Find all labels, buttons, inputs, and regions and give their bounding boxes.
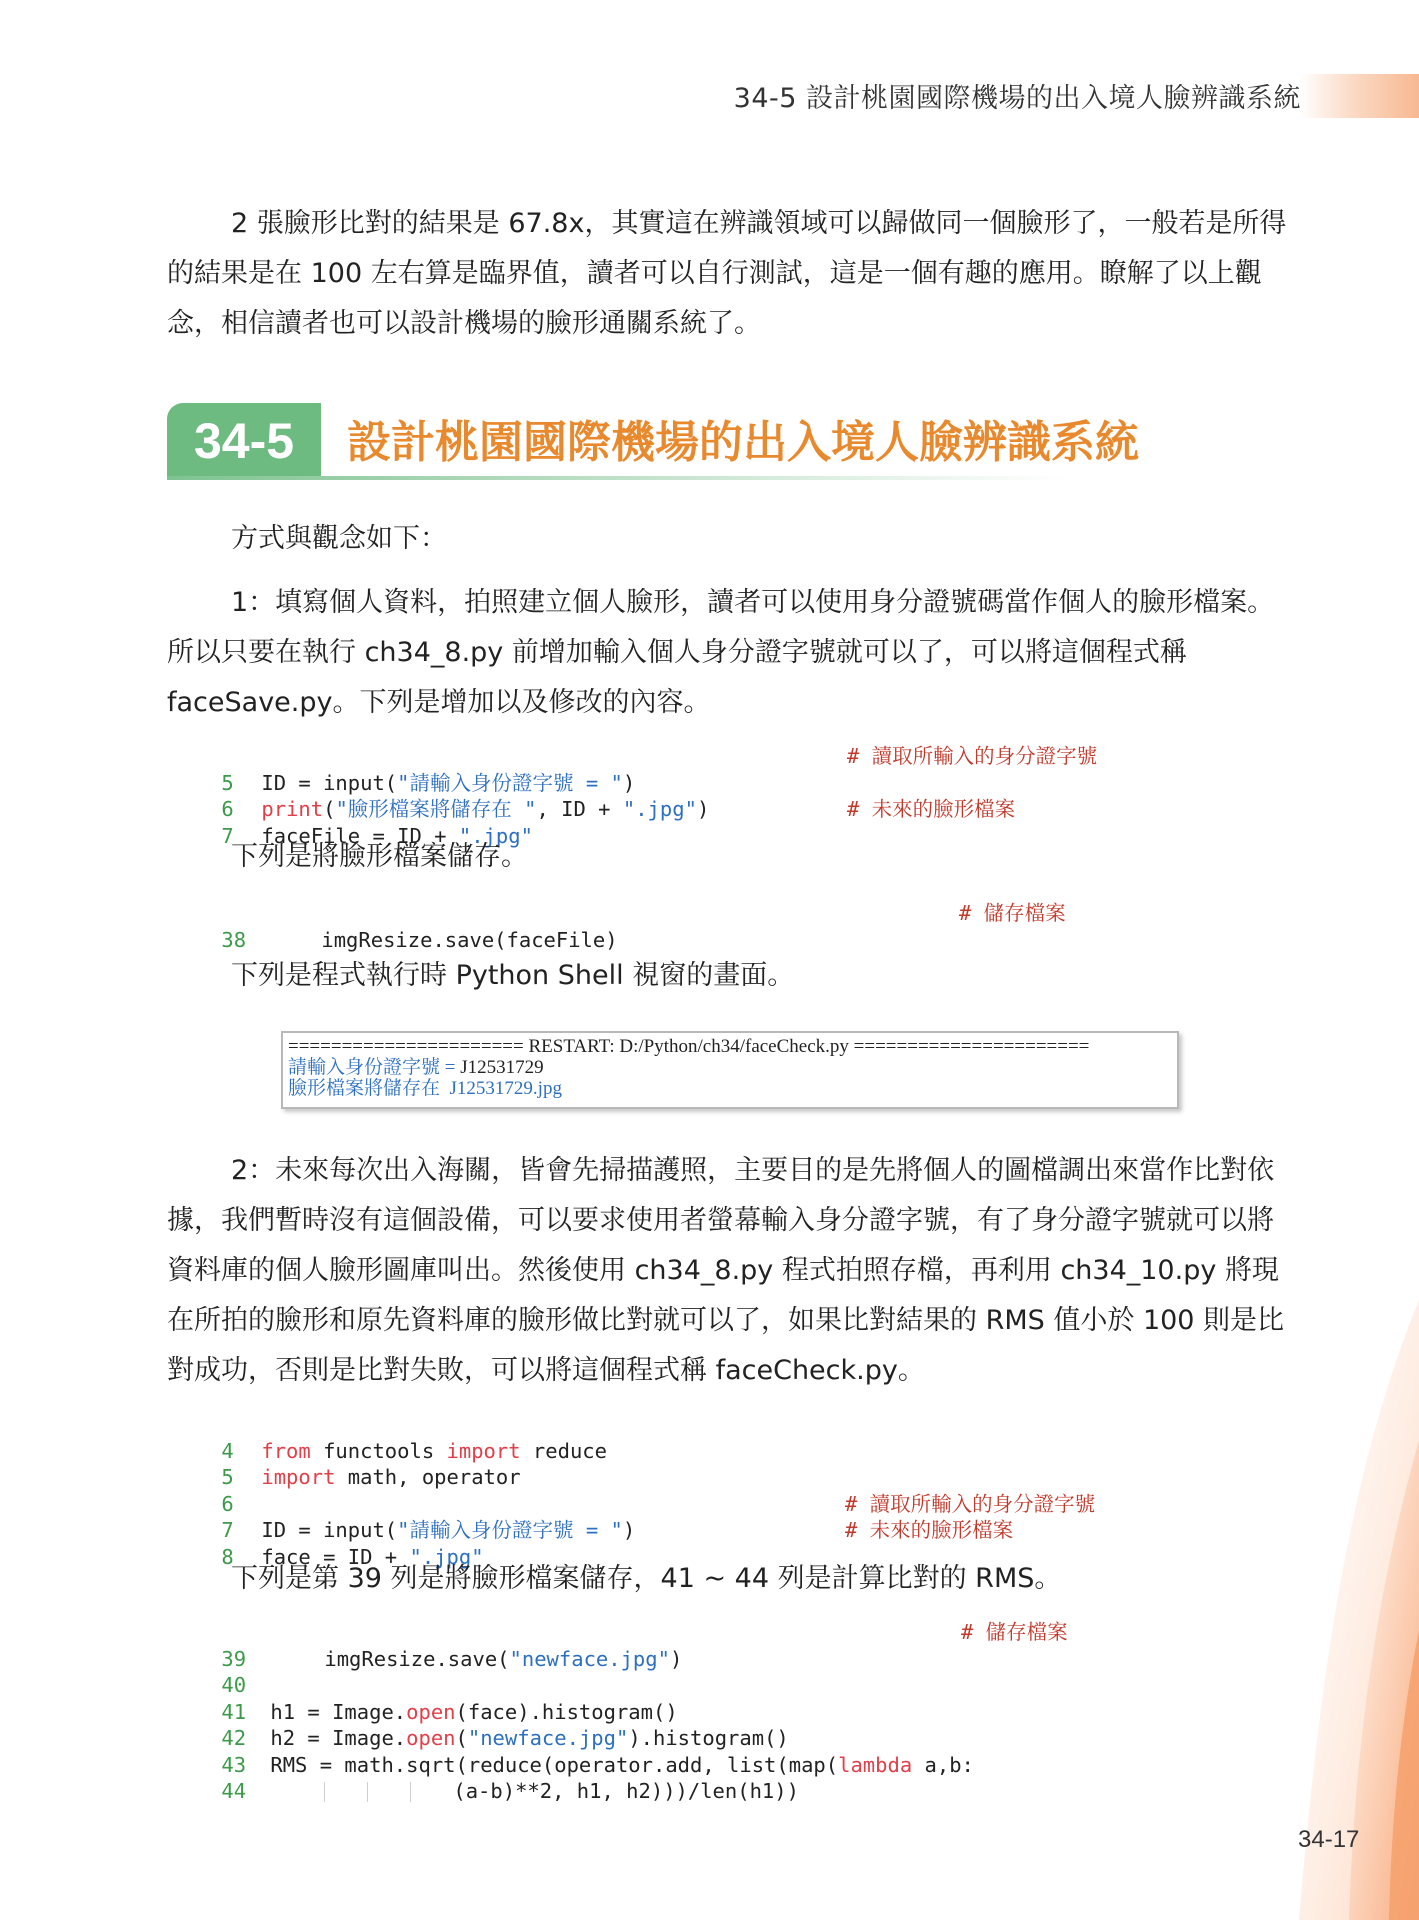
step2-text: 2：未來每次出入海關，皆會先掃描護照，主要目的是先將個人的圖檔調出來當作比對依據，我們暫時沒有這個設備，可以要求使用者螢幕輸入身分證字號，有了身分證字號就可以將資料庫的個人臉形圖庫叫出。然後使用 ch34_8.py 程式拍照存檔，再利用 ch34_10.py 將現在所拍的臉形和原先資料庫的臉形做比對就可以了，如果比對結果的 RMS 值小於 100 則是比對成功，否則是比對失敗，可以將這個程式稱 faceCheck.py。 — [167, 1155, 1285, 1386]
header-decoration — [1300, 74, 1419, 118]
code-comment: # 儲存檔案 — [959, 901, 1066, 925]
shell-intro-text: 下列是程式執行時 Python Shell 視窗的畫面。 — [231, 960, 795, 991]
code-text: print("臉形檔案將儲存在 ", ID + ".jpg") — [261, 797, 710, 821]
code-comment: # 儲存檔案 — [961, 1620, 1068, 1644]
rms-intro — [167, 1554, 1297, 1604]
code-text: ID = input("請輸入身份證字號 = ") — [261, 1518, 636, 1542]
method-intro — [167, 514, 1297, 564]
code-line — [172, 1725, 1292, 1777]
line-number: 41 — [221, 1699, 247, 1724]
code-line — [172, 1646, 1292, 1697]
code-comment: # 讀取所輸入的身分證字號 — [845, 1491, 1096, 1516]
code-block-4 — [172, 1619, 1292, 1803]
shell-output-label: 臉形檔案將儲存在 — [288, 1078, 445, 1099]
line-number: 39 — [221, 1646, 247, 1671]
indent-guide — [324, 1782, 325, 1802]
code-comment: # 讀取所輸入的身分證字號 — [847, 744, 1098, 768]
indent-guide — [410, 1782, 411, 1802]
line-number: 5 — [221, 1465, 234, 1489]
line-number: 38 — [221, 927, 247, 952]
method-intro-text: 方式與觀念如下： — [231, 523, 447, 554]
code-comment: # 未來的臉形檔案 — [847, 797, 1016, 821]
step1-text: 1：填寫個人資料，拍照建立個人臉形，讀者可以使用身分證號碼當作個人的臉形檔案。所以只要在執行 ch34_8.py 前增加輸入個人身分證字號就可以了，可以將這個程式稱 faceSave.py。下列是增加以及修改的內容。 — [167, 587, 1275, 718]
step2-paragraph — [167, 1146, 1297, 1396]
code-line — [172, 1517, 1292, 1569]
shell-restart-line: ====================== RESTART: D:/Python/ch34/faceCheck.py ====================== — [288, 1036, 1090, 1057]
code-text: imgResize.save("newface.jpg") — [324, 1646, 683, 1671]
intro-text: 2 張臉形比對的結果是 67.8x，其實這在辨識領域可以歸做同一個臉形了，一般若是所得的結果是在 100 左右算是臨界值，讀者可以自行測試，這是一個有趣的應用。瞭解了以上觀念，相信讀者也可以設計機場的臉形通關系統了。 — [167, 208, 1287, 339]
code-text: (a-b)**2, h1, h2)))/len(h1)) — [453, 1779, 799, 1803]
code-line — [172, 1438, 1292, 1489]
code-text: faceFile = ID + ".jpg" — [261, 823, 533, 848]
section-underline — [167, 476, 1067, 480]
page-number: 34-17 — [1298, 1826, 1360, 1853]
code-line — [172, 796, 1292, 848]
code-block-3 — [172, 1411, 1292, 1569]
code-line — [172, 1672, 1292, 1724]
code-line — [172, 1699, 1292, 1750]
line-number: 7 — [221, 1518, 234, 1542]
line-number: 43 — [221, 1752, 247, 1777]
line-number: 7 — [221, 823, 234, 848]
section-title: 設計桃園國際機場的出入境人臉辨識系統 — [347, 417, 1139, 468]
code-text: imgResize.save(faceFile) — [321, 927, 618, 952]
intro-paragraph — [167, 199, 1297, 349]
running-header: 34-5 設計桃園國際機場的出入境人臉辨識系統 — [733, 83, 1301, 114]
code-text: ID = input("請輸入身份證字號 = ") — [261, 770, 636, 795]
code-line — [172, 743, 1292, 795]
step1-paragraph — [167, 578, 1297, 728]
code-text: face = ID + ".jpg" — [261, 1544, 484, 1569]
shell-prompt: 請輸入身份證字號 = — [288, 1057, 461, 1078]
line-number: 6 — [221, 797, 234, 821]
code-block-1 — [172, 743, 1292, 848]
shell-output-value: J12531729.jpg — [444, 1078, 562, 1099]
code-line — [172, 1619, 1292, 1671]
line-number: 40 — [221, 1673, 247, 1697]
code-text: h1 = Image.open(face).histogram() — [270, 1699, 678, 1724]
code-text: from functools import reduce — [261, 1438, 607, 1463]
save-intro — [167, 832, 1297, 882]
line-number: 8 — [221, 1544, 234, 1569]
save-intro-text: 下列是將臉形檔案儲存。 — [231, 841, 528, 872]
shell-output-line — [288, 1078, 1172, 1099]
code-comment: # 未來的臉形檔案 — [845, 1518, 1014, 1542]
python-shell-window — [281, 1031, 1179, 1109]
code-line — [172, 1752, 1292, 1803]
shell-intro — [167, 951, 1297, 1001]
code-text: import math, operator — [261, 1465, 521, 1489]
code-line — [172, 1411, 1292, 1463]
line-number: 6 — [221, 1491, 234, 1516]
line-number: 44 — [221, 1779, 247, 1803]
indent-guide — [367, 1782, 368, 1802]
shell-input-value: J12531729 — [460, 1057, 544, 1078]
line-number: 42 — [221, 1726, 247, 1750]
line-number: 4 — [221, 1438, 234, 1463]
shell-input-line — [288, 1057, 1172, 1078]
line-number: 5 — [221, 770, 234, 795]
code-text: RMS = math.sqrt(reduce(operator.add, list(map(lambda a,b: — [270, 1752, 974, 1777]
section-number-badge: 34-5 — [167, 403, 321, 479]
code-line — [172, 900, 1292, 952]
code-block-2 — [172, 900, 1292, 952]
code-text: h2 = Image.open("newface.jpg").histogram() — [270, 1726, 789, 1750]
rms-intro-text: 下列是第 39 列是將臉形檔案儲存，41 ~ 44 列是計算比對的 RMS。 — [231, 1563, 1062, 1594]
